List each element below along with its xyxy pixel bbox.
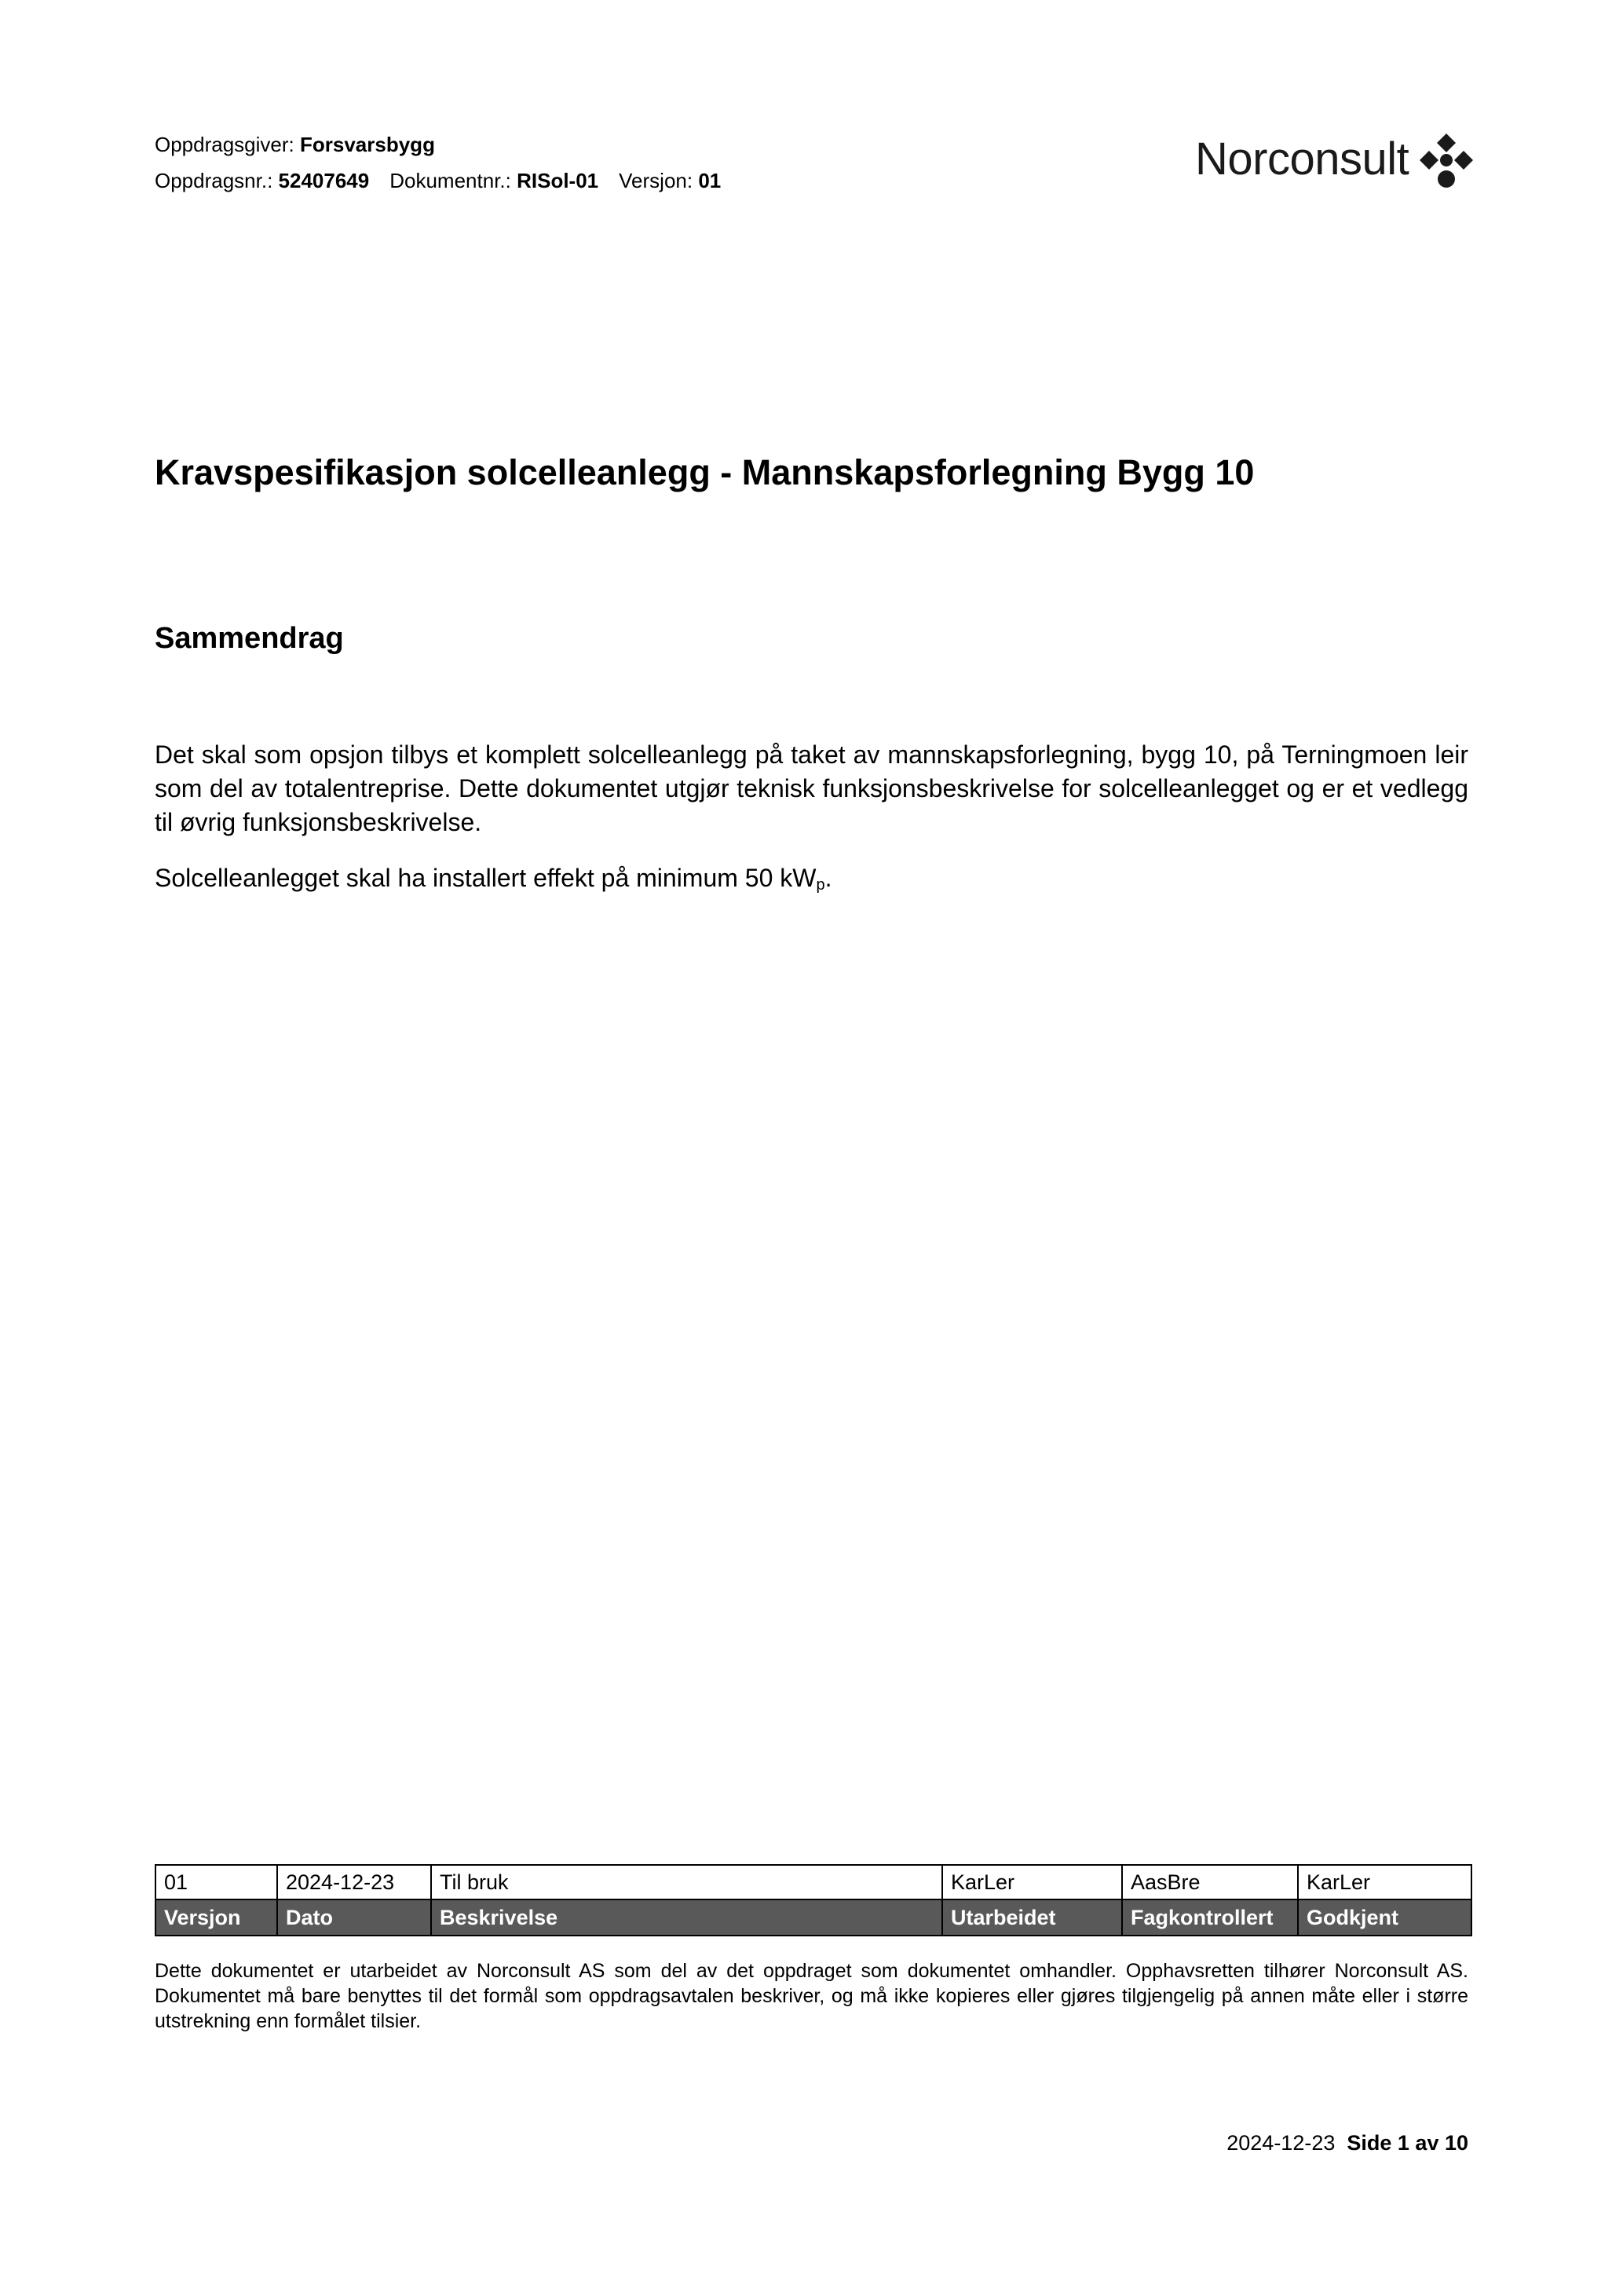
header-version: Versjon	[155, 1899, 277, 1936]
version-number: 01	[698, 169, 722, 192]
document-number: RISol-01	[517, 169, 599, 192]
norconsult-logo	[1195, 132, 1475, 192]
document-info-line	[155, 168, 721, 193]
revision-table	[155, 1864, 1472, 1936]
description-cell: Til bruk	[431, 1865, 942, 1899]
version-label: Versjon:	[619, 169, 693, 192]
document-label: Dokumentnr.:	[389, 169, 511, 192]
document-title: Kravspesifikasjon solcelleanlegg - Mannskapsforlegning Bygg 10	[155, 452, 1255, 492]
assignment-label: Oppdragsnr.:	[155, 169, 273, 192]
client-name: Forsvarsbygg	[300, 133, 435, 156]
header-prepared: Utarbeidet	[942, 1899, 1122, 1936]
copyright-notice: Dette dokumentet er utarbeidet av Norconsult AS som del av det oppdraget som dokumentet omhandler. Opphavsretten tilhører Norconsult AS. Dokumentet må bare benyttes til det formål som oppdragsavtalen beskriver, og må ikke kopieres eller gjøres tilgjengelig på annen måte eller i større utstrekning enn formålet tilsier.	[155, 1960, 1468, 2032]
version-cell: 01	[155, 1865, 277, 1899]
capacity-text: Solcelleanlegget skal ha installert effekt på minimum 50 kW	[155, 864, 817, 892]
client-line	[155, 132, 435, 157]
page-footer	[1226, 2130, 1468, 2156]
assignment-number: 52407649	[278, 169, 370, 192]
checked-by-cell: AasBre	[1122, 1865, 1298, 1899]
revision-row	[155, 1865, 1471, 1899]
revision-header-row	[155, 1899, 1471, 1936]
page-number: Side 1 av 10	[1347, 2131, 1468, 2155]
header-checked: Fagkontrollert	[1122, 1899, 1298, 1936]
approved-by-cell: KarLer	[1298, 1865, 1471, 1899]
logo-diamond-icon	[1416, 132, 1476, 190]
header-approved: Godkjent	[1298, 1899, 1471, 1936]
capacity-subscript: p	[816, 876, 825, 894]
date-cell: 2024-12-23	[277, 1865, 431, 1899]
client-label: Oppdragsgiver:	[155, 133, 294, 156]
capacity-paragraph	[155, 861, 1468, 895]
summary-heading: Sammendrag	[155, 622, 344, 655]
summary-paragraph: Det skal som opsjon tilbys et komplett solcelleanlegg på taket av mannskapsforlegning, bygg 10, på Terningmoen leir som del av totalentreprise. Dette dokumentet utgjør teknisk funksjonsbeskrivelse for solcelleanlegget og er et vedlegg til øvrig funksjonsbeskrivelse.	[155, 740, 1468, 836]
logo-wordmark: Norconsult	[1195, 133, 1409, 185]
capacity-end: .	[824, 864, 832, 892]
prepared-by-cell: KarLer	[942, 1865, 1122, 1899]
header-description: Beskrivelse	[431, 1899, 942, 1936]
header-date: Dato	[277, 1899, 431, 1936]
footer-date: 2024-12-23	[1226, 2131, 1336, 2155]
